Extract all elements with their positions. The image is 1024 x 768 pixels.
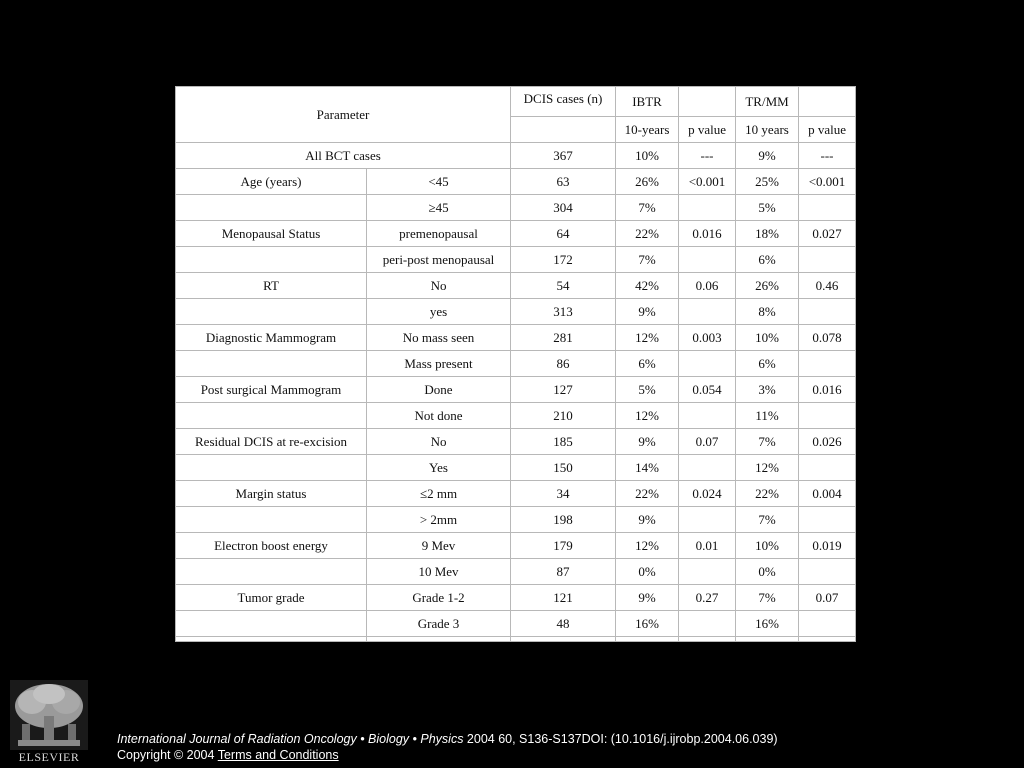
all-bct-n: 367: [511, 143, 616, 169]
tree-icon: [10, 680, 88, 750]
trmm-p-cell: 0.004: [799, 481, 856, 507]
cases-cell: 127: [511, 377, 616, 403]
header-trmm-blank: [799, 87, 856, 117]
trmm-cell: 7%: [736, 585, 799, 611]
trmm-cell: 7%: [736, 507, 799, 533]
ibtr-cell: 5%: [616, 377, 679, 403]
empty-cell: [736, 637, 799, 642]
table-row: [176, 611, 856, 637]
ibtr-p-cell: [679, 195, 736, 221]
ibtr-p-cell: [679, 559, 736, 585]
all-bct-ibtr-p: ---: [679, 143, 736, 169]
category-cell: yes: [367, 299, 511, 325]
empty-cell: [679, 637, 736, 642]
trmm-p-cell: [799, 195, 856, 221]
ibtr-cell: 26%: [616, 169, 679, 195]
trmm-cell: 10%: [736, 325, 799, 351]
ibtr-p-cell: [679, 351, 736, 377]
empty-cell: [367, 637, 511, 642]
ibtr-cell: 9%: [616, 299, 679, 325]
table-row: [176, 195, 856, 221]
all-bct-trmm: 9%: [736, 143, 799, 169]
ibtr-cell: 6%: [616, 351, 679, 377]
elsevier-logo: [10, 680, 88, 766]
ibtr-p-cell: 0.024: [679, 481, 736, 507]
ibtr-cell: 22%: [616, 481, 679, 507]
header-ibtr: IBTR: [616, 87, 679, 117]
cases-cell: 34: [511, 481, 616, 507]
cases-cell: 64: [511, 221, 616, 247]
ibtr-p-cell: 0.003: [679, 325, 736, 351]
trmm-cell: 25%: [736, 169, 799, 195]
category-cell: Not done: [367, 403, 511, 429]
trmm-cell: 5%: [736, 195, 799, 221]
terms-and-conditions-link[interactable]: Terms and Conditions: [217, 748, 339, 762]
category-cell: Yes: [367, 455, 511, 481]
parameter-cell: Electron boost energy: [176, 533, 367, 559]
header-ibtr-blank: [679, 87, 736, 117]
cases-cell: 48: [511, 611, 616, 637]
cases-cell: 185: [511, 429, 616, 455]
table-row: [176, 273, 856, 299]
trmm-p-cell: 0.46: [799, 273, 856, 299]
trmm-cell: 26%: [736, 273, 799, 299]
header-trmm-10y: 10 years: [736, 117, 799, 143]
trmm-cell: 0%: [736, 559, 799, 585]
empty-cell: [176, 637, 367, 642]
category-cell: Done: [367, 377, 511, 403]
parameter-cell-empty: [176, 559, 367, 585]
category-cell: peri-post menopausal: [367, 247, 511, 273]
trmm-cell: 18%: [736, 221, 799, 247]
trmm-p-cell: [799, 611, 856, 637]
cases-cell: 87: [511, 559, 616, 585]
parameter-cell-empty: [176, 611, 367, 637]
parameter-cell-empty: [176, 403, 367, 429]
ibtr-p-cell: [679, 403, 736, 429]
trmm-cell: 11%: [736, 403, 799, 429]
ibtr-p-cell: 0.016: [679, 221, 736, 247]
table-row: [176, 299, 856, 325]
trmm-p-cell: [799, 247, 856, 273]
table-row: [176, 377, 856, 403]
table-row: [176, 325, 856, 351]
table-body: [176, 87, 856, 642]
table-row-empty: [176, 637, 856, 642]
header-dcis-cases: DCIS cases (n): [511, 87, 616, 117]
category-cell: 9 Mev: [367, 533, 511, 559]
table-row: [176, 455, 856, 481]
trmm-p-cell: [799, 351, 856, 377]
ibtr-cell: 12%: [616, 403, 679, 429]
parameter-cell-empty: [176, 195, 367, 221]
ibtr-cell: 16%: [616, 611, 679, 637]
ibtr-p-cell: [679, 455, 736, 481]
ibtr-p-cell: [679, 507, 736, 533]
cases-cell: 304: [511, 195, 616, 221]
trmm-cell: 7%: [736, 429, 799, 455]
table-row: [176, 221, 856, 247]
table-row: [176, 403, 856, 429]
table-row: [176, 351, 856, 377]
ibtr-p-cell: [679, 299, 736, 325]
header-trmm-p: p value: [799, 117, 856, 143]
header-row-1: [176, 87, 856, 117]
parameter-cell: Diagnostic Mammogram: [176, 325, 367, 351]
ibtr-p-cell: 0.06: [679, 273, 736, 299]
trmm-p-cell: 0.078: [799, 325, 856, 351]
table-row: [176, 533, 856, 559]
table-row: [176, 429, 856, 455]
ibtr-cell: 12%: [616, 533, 679, 559]
ibtr-cell: 7%: [616, 247, 679, 273]
ibtr-cell: 9%: [616, 429, 679, 455]
trmm-cell: 16%: [736, 611, 799, 637]
header-ibtr-10y: 10-years: [616, 117, 679, 143]
trmm-p-cell: [799, 559, 856, 585]
all-bct-label: All BCT cases: [176, 143, 511, 169]
category-cell: Grade 3: [367, 611, 511, 637]
trmm-p-cell: [799, 455, 856, 481]
header-dcis-blank: [511, 117, 616, 143]
trmm-cell: 10%: [736, 533, 799, 559]
category-cell: 10 Mev: [367, 559, 511, 585]
parameter-cell: Residual DCIS at re-excision: [176, 429, 367, 455]
header-ibtr-p: p value: [679, 117, 736, 143]
cases-cell: 179: [511, 533, 616, 559]
parameter-cell-empty: [176, 351, 367, 377]
cases-cell: 121: [511, 585, 616, 611]
all-bct-row: [176, 143, 856, 169]
ibtr-p-cell: [679, 611, 736, 637]
trmm-p-cell: 0.027: [799, 221, 856, 247]
citation-details: 2004 60, S136-S137DOI: (10.1016/j.ijrobp.2004.06.039): [463, 732, 778, 746]
all-bct-trmm-p: ---: [799, 143, 856, 169]
cases-cell: 198: [511, 507, 616, 533]
cases-cell: 86: [511, 351, 616, 377]
trmm-p-cell: 0.016: [799, 377, 856, 403]
cases-cell: 54: [511, 273, 616, 299]
category-cell: > 2mm: [367, 507, 511, 533]
ibtr-p-cell: 0.01: [679, 533, 736, 559]
header-parameter: Parameter: [176, 87, 511, 143]
cases-cell: 172: [511, 247, 616, 273]
cases-cell: 281: [511, 325, 616, 351]
category-cell: ≤2 mm: [367, 481, 511, 507]
parameter-cell: Margin status: [176, 481, 367, 507]
ibtr-p-cell: 0.07: [679, 429, 736, 455]
category-cell: Mass present: [367, 351, 511, 377]
table-row: [176, 169, 856, 195]
parameter-cell-empty: [176, 455, 367, 481]
parameter-cell: Menopausal Status: [176, 221, 367, 247]
trmm-p-cell: 0.07: [799, 585, 856, 611]
table-row: [176, 585, 856, 611]
empty-cell: [799, 637, 856, 642]
trmm-cell: 6%: [736, 351, 799, 377]
empty-cell: [511, 637, 616, 642]
journal-name: International Journal of Radiation Oncology • Biology • Physics: [117, 732, 464, 746]
table-row: [176, 481, 856, 507]
ibtr-cell: 22%: [616, 221, 679, 247]
trmm-cell: 6%: [736, 247, 799, 273]
copyright-line: [117, 747, 778, 763]
trmm-p-cell: 0.026: [799, 429, 856, 455]
trmm-p-cell: [799, 403, 856, 429]
parameter-cell: RT: [176, 273, 367, 299]
trmm-p-cell: [799, 299, 856, 325]
cases-cell: 313: [511, 299, 616, 325]
ibtr-p-cell: 0.054: [679, 377, 736, 403]
dcis-results-table: [175, 86, 856, 642]
table-row: [176, 559, 856, 585]
trmm-p-cell: [799, 507, 856, 533]
ibtr-p-cell: 0.27: [679, 585, 736, 611]
category-cell: <45: [367, 169, 511, 195]
category-cell: premenopausal: [367, 221, 511, 247]
category-cell: No: [367, 429, 511, 455]
copyright-text: Copyright © 2004: [117, 748, 218, 762]
citation-footer: [117, 731, 778, 763]
parameter-cell-empty: [176, 247, 367, 273]
logo-wordmark: ELSEVIER: [18, 750, 80, 764]
trmm-cell: 12%: [736, 455, 799, 481]
ibtr-cell: 9%: [616, 507, 679, 533]
table-row: [176, 247, 856, 273]
category-cell: No mass seen: [367, 325, 511, 351]
data-table-panel: [175, 86, 855, 642]
ibtr-cell: 7%: [616, 195, 679, 221]
ibtr-cell: 14%: [616, 455, 679, 481]
category-cell: ≥45: [367, 195, 511, 221]
parameter-cell: Post surgical Mammogram: [176, 377, 367, 403]
trmm-p-cell: <0.001: [799, 169, 856, 195]
ibtr-p-cell: <0.001: [679, 169, 736, 195]
ibtr-cell: 9%: [616, 585, 679, 611]
ibtr-cell: 42%: [616, 273, 679, 299]
trmm-cell: 8%: [736, 299, 799, 325]
parameter-cell-empty: [176, 507, 367, 533]
parameter-cell: Age (years): [176, 169, 367, 195]
trmm-cell: 3%: [736, 377, 799, 403]
all-bct-ibtr: 10%: [616, 143, 679, 169]
header-trmm: TR/MM: [736, 87, 799, 117]
table-row: [176, 507, 856, 533]
cases-cell: 63: [511, 169, 616, 195]
cases-cell: 210: [511, 403, 616, 429]
ibtr-cell: 12%: [616, 325, 679, 351]
cases-cell: 150: [511, 455, 616, 481]
parameter-cell: Tumor grade: [176, 585, 367, 611]
trmm-cell: 22%: [736, 481, 799, 507]
category-cell: Grade 1-2: [367, 585, 511, 611]
empty-cell: [616, 637, 679, 642]
ibtr-cell: 0%: [616, 559, 679, 585]
trmm-p-cell: 0.019: [799, 533, 856, 559]
category-cell: No: [367, 273, 511, 299]
parameter-cell-empty: [176, 299, 367, 325]
citation-line: [117, 731, 778, 747]
ibtr-p-cell: [679, 247, 736, 273]
